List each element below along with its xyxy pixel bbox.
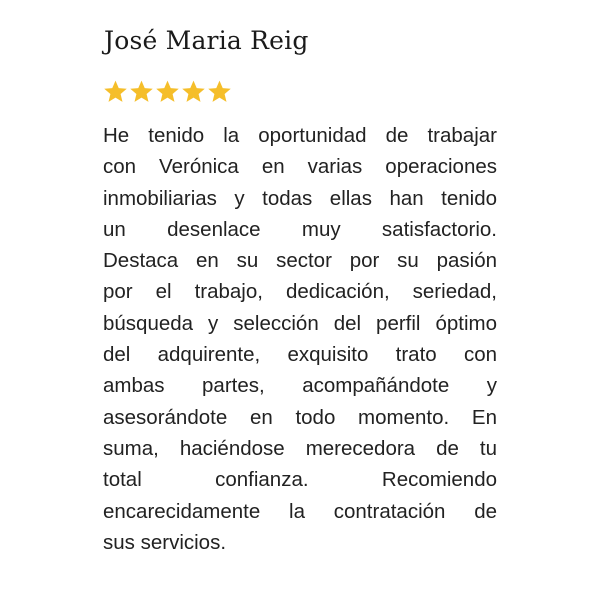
review-line: con Verónica en varias operaciones [103,155,497,179]
review-line: suma, haciéndose merecedora de tu [103,436,497,460]
star-icon [207,79,232,104]
star-icon [155,79,180,104]
review-line: por el trabajo, dedicación, seriedad, [103,280,497,304]
star-icon [129,79,154,104]
review-line: del adquirente, exquisito trato con [103,343,497,367]
review-line: ambas partes, acompañándote y [103,374,497,398]
review-line: encarecidamente la contratación de [103,499,497,523]
review-line: inmobiliarias y todas ellas han tenido [103,186,497,210]
review-text [103,120,497,558]
review-line: un desenlace muy satisfactorio. [103,217,497,241]
star-rating [103,79,232,104]
review-line: sus servicios. [103,530,227,554]
review-line: asesorándote en todo momento. En [103,405,497,429]
star-icon [103,79,128,104]
review-line: Destaca en su sector por su pasión [103,249,497,273]
review-line: He tenido la oportunidad de trabajar [103,124,497,147]
review-line: búsqueda y selección del perfil óptimo [103,311,497,335]
review-line: total confianza. Recomiendo [103,468,497,492]
star-icon [181,79,206,104]
reviewer-name: José Maria Reig [104,26,309,55]
